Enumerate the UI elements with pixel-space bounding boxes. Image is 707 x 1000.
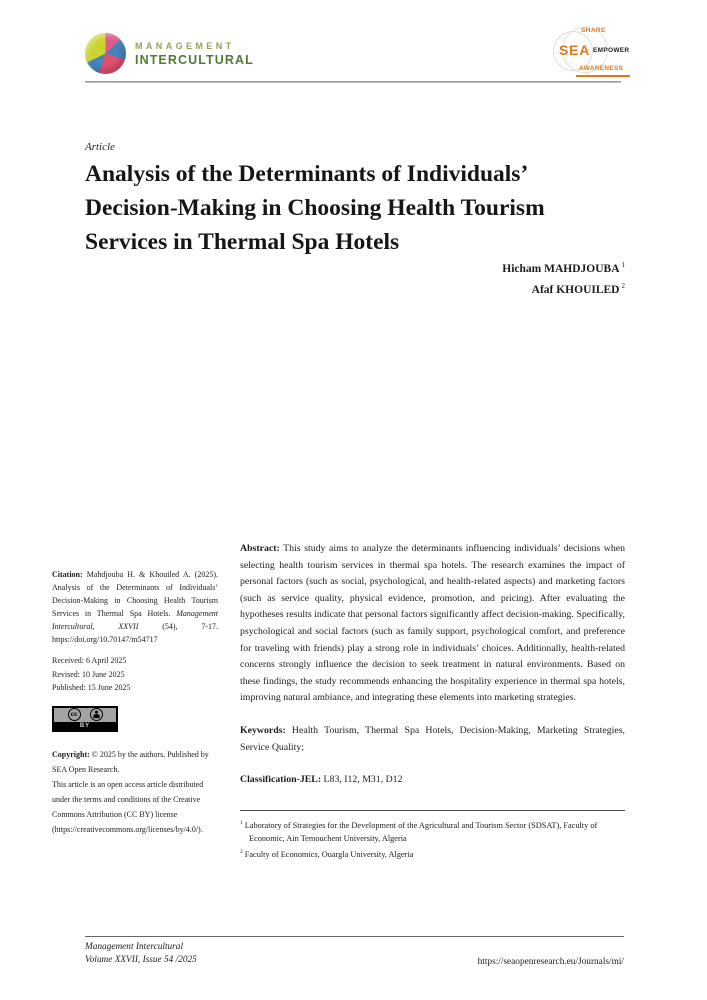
revised-date: Revised: 10 June 2025 <box>52 669 125 679</box>
keywords-paragraph <box>240 723 625 756</box>
article-dates <box>52 654 218 695</box>
journal-ball-icon <box>85 33 126 74</box>
footnote-2-marker: 2 <box>240 849 243 856</box>
sidebar-metadata <box>52 569 218 837</box>
cc-badge-icons <box>54 708 116 722</box>
footnote-2 <box>240 846 625 862</box>
journal-logo <box>85 33 254 74</box>
author-2-affiliation-ref: 2 <box>621 281 625 290</box>
paper-title-line3: Services in Thermal Spa Hotels <box>85 229 400 255</box>
author-2-name: Afaf KHOUILED <box>531 283 620 296</box>
footnote-2-text: Faculty of Economics, Ouargla University, Algeria <box>244 849 414 859</box>
author-1-affiliation-ref: 1 <box>621 261 625 269</box>
published-date: Published: 15 June 2025 <box>52 683 131 693</box>
footnote-1-text: Laboratory of Strategies for the Development of the Agricultural and Tourism Sector (SDSAT), Faculty of Economic, Ain Temouchent University, Algeria <box>244 820 598 844</box>
sea-share-label: SHARE <box>581 27 606 34</box>
footer-journal-name: Management Intercultural <box>85 942 184 952</box>
author-2 <box>502 278 625 299</box>
footer-journal-url[interactable]: https://seaopenresearch.eu/Journals/mi/ <box>477 956 624 967</box>
paper-title-line1: Analysis of the Determinants of Individuals’ <box>85 161 529 187</box>
article-type-label: Article <box>85 141 115 153</box>
keywords-text: Health Tourism, Thermal Spa Hotels, Decision-Making, Marketing Strategies, Service Quality; <box>240 724 625 753</box>
cc-icon: cc <box>68 708 81 721</box>
footnote-1 <box>240 817 625 846</box>
jel-label: Classification-JEL: <box>240 774 322 786</box>
footnote-divider <box>240 810 625 811</box>
copyright-text: © 2025 by the authors. Published by SEA Open Research. <box>52 749 209 774</box>
doi-link[interactable]: https://doi.org/10.70147/m54717 <box>52 634 158 644</box>
author-1 <box>502 257 625 278</box>
header-divider <box>85 81 621 83</box>
copyright-paragraph <box>52 747 218 837</box>
citation-label: Citation: <box>52 570 83 579</box>
journal-logo-line1: MANAGEMENT <box>135 40 235 51</box>
open-access-text: This article is an open access article distributed under the terms and conditions of the Creative Commons Attribution (CC BY) license (https://creativecommons.org/licenses/by/4.0/). <box>52 779 204 834</box>
abstract-paragraph <box>240 541 625 707</box>
footer-volume-issue: Volume XXVII, Issue 54 /2025 <box>85 954 197 965</box>
author-list <box>502 257 625 299</box>
sea-underline <box>576 75 630 77</box>
abstract-text: This study aims to analyze the determinants influencing individuals’ decisions when selecting health tourism services in thermal spa hotels. The research examines the impact of personal factors (such as social, psychological, and health-related aspects) and marketing factors (such as service quality, physical evidence, promotion, and pricing). After evaluating the hypotheses results indicate that personal factors significantly affect decision-making. Specifically, psychological and social factors (such as family support, psychological comfort, and preference for traveling with friends) play a strong role in individuals’ choices. Additionally, health-related concerns strongly influence the decision to seek treatment in natural environments. Based on these findings, the study recommends enhancing the hospitality experience in thermal spa hotels, improving natural ambiance, and integrating these elements into marketing strategies. <box>240 543 625 704</box>
received-date: Received: 6 April 2025 <box>52 656 127 666</box>
cc-by-label: BY <box>54 722 116 730</box>
journal-logo-line2: INTERCULTURAL <box>135 52 254 67</box>
sea-publisher-logo <box>552 26 628 82</box>
keywords-label: Keywords: <box>240 724 286 736</box>
author-1-name: Hicham MAHDJOUBA <box>502 262 620 275</box>
copyright-label: Copyright: <box>52 749 90 759</box>
footnotes <box>240 817 625 862</box>
journal-logo-wordmark <box>135 41 254 67</box>
citation-journal-name: Management Intercultural, XXVII <box>52 608 218 631</box>
footer-journal-info <box>85 941 197 967</box>
page-footer <box>85 936 624 967</box>
sea-empower-label: EMPOWER <box>593 47 630 54</box>
sea-acronym: SEA <box>559 42 591 58</box>
paper-title <box>85 157 595 259</box>
jel-text: L83, I12, M31, D12 <box>321 774 403 786</box>
jel-paragraph <box>240 772 625 789</box>
citation-paragraph <box>52 569 218 646</box>
paper-title-line2: Decision-Making in Choosing Health Tourism <box>85 195 545 221</box>
abstract-label: Abstract: <box>240 543 280 554</box>
person-icon <box>90 708 103 721</box>
citation-text-2: (54), 7-17. <box>138 621 218 631</box>
sea-awareness-label: AWARENESS <box>579 65 624 72</box>
citation-text-1: Mahdjouba H. & Khouiled A. (2025). Analysis of the Determinants of Individuals’ Decision-Making in Choosing Health Tourism Services in Thermal Spa Hotels. <box>52 570 218 618</box>
cc-by-license-badge[interactable] <box>52 706 118 732</box>
main-column <box>240 541 625 862</box>
footnote-1-marker: 1 <box>240 819 243 826</box>
